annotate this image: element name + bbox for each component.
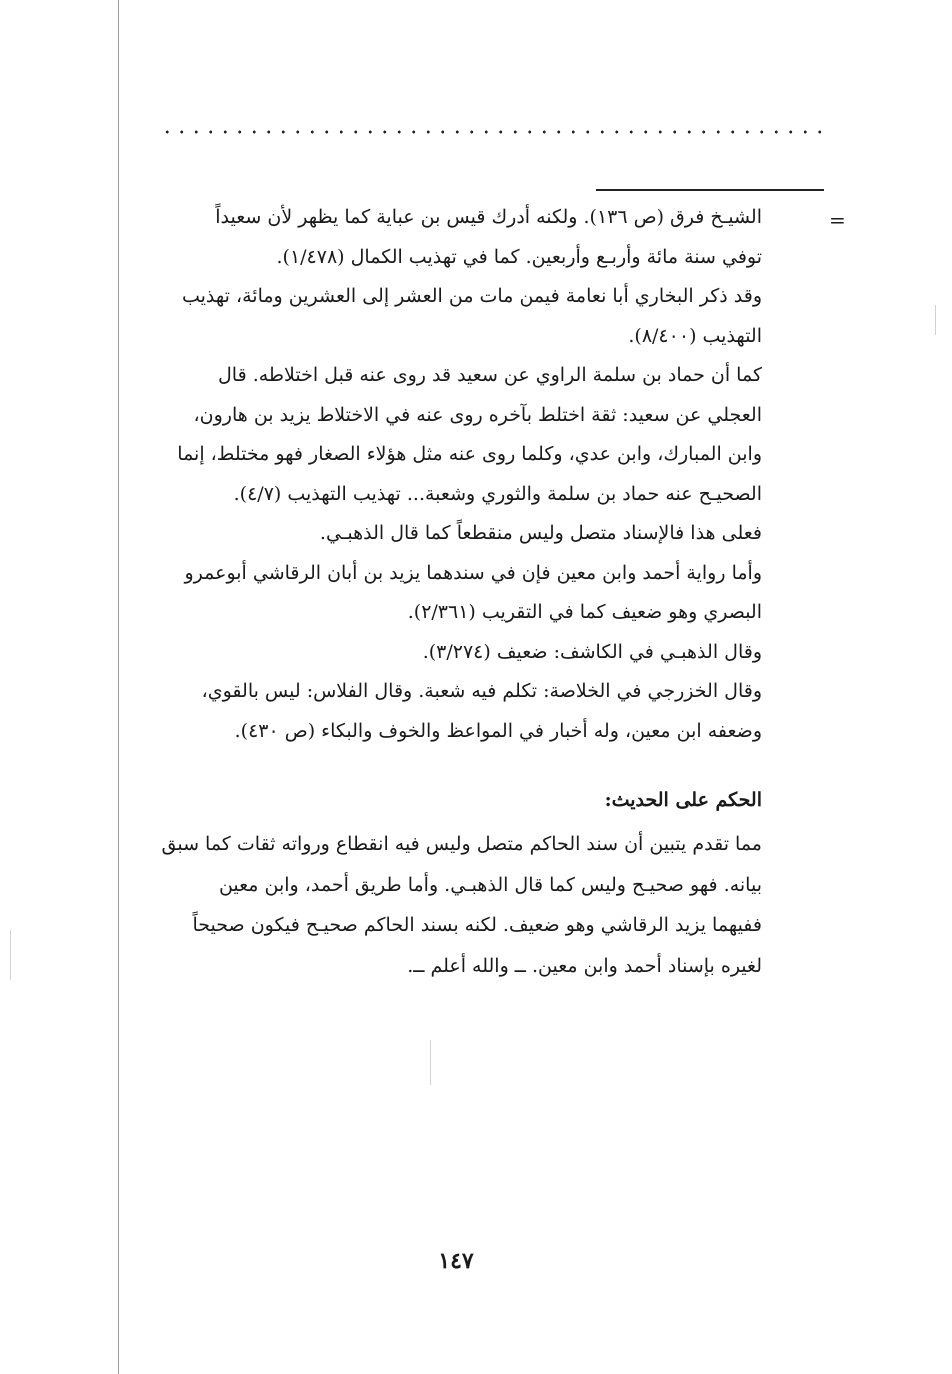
scan-mark-center-low xyxy=(430,1040,431,1085)
footnote-text xyxy=(132,198,762,751)
binding-margin-line xyxy=(118,0,119,1374)
footnote-line: وقال الذهبـي في الكاشف: ضعيف (٣/٢٧٤). xyxy=(422,640,762,663)
footnote-line: توفي سنة مائة وأربـع وأربعين. كما في تهذيب الكمال (١/٤٧٨). xyxy=(276,245,762,268)
ruling-line: مما تقدم يتبين أن سند الحاكم متصل وليس فيه انقطاع ورواته ثقات كما سبق xyxy=(161,833,762,855)
footnote-line: وضعفه ابن معين، وله أخبار في المواعظ والخوف والبكاء (ص ٤٣٠). xyxy=(234,719,762,742)
footnote-continuation-mark: = xyxy=(829,208,846,232)
ruling-heading: الحكم على الحديث: xyxy=(604,789,762,811)
footnote-separator-line xyxy=(596,189,824,191)
ruling-line: ففيهما يزيد الرقاشي وهو ضعيف. لكنه بسند الحاكم صحيـح فيكون صحيحاً xyxy=(192,914,762,936)
footnote-line: وأما رواية أحمد وابن معين فإن في سندهما يزيد بن أبان الرقاشي أبوعمرو xyxy=(184,561,762,584)
page-number: ١٤٧ xyxy=(438,1248,474,1274)
footnote-line: وقد ذكر البخاري أبا نعامة فيمن مات من العشر إلى العشرين ومائة، تهذيب xyxy=(181,285,762,307)
scan-mark-right-upper xyxy=(935,305,936,335)
footnote-line: البصري وهو ضعيف كما في التقريب (٢/٣٦١). xyxy=(407,601,762,623)
ruling-line: لغيره بإسناد أحمد وابن معين. ــ والله أعلم ــ. xyxy=(407,954,762,977)
footnote-line: الصحيـح عنه حماد بن سلمة والثوري وشعبة... تهذيب التهذيب (٤/٧). xyxy=(233,482,762,505)
footnote-line: وقال الخزرجي في الخلاصة: تكلم فيه شعبة. وقال الفلاس: ليس بالقوي، xyxy=(201,680,762,702)
footnote-line: الشيـخ فرق (ص ١٣٦). ولكنه أدرك قيس بن عباية كما يظهر لأن سعيداً xyxy=(215,206,762,228)
footnote-line: العجلي عن سعيد: ثقة اختلط بآخره روى عنه في الاختلاط يزيد بن هارون، xyxy=(193,403,762,426)
footnote-line: التهذيب (٨/٤٠٠). xyxy=(628,324,762,347)
ruling-text xyxy=(132,824,762,986)
ruling-line: بيانه. فهو صحيـح وليس كما قال الذهبـي. وأما طريق أحمد، وابن معين xyxy=(218,873,762,896)
footnote-line: كما أن حماد بن سلمة الراوي عن سعيد قد روى عنه قبل اختلاطه. قال xyxy=(217,364,762,386)
footnote-line: وابن المبارك، وابن عدي، وكلما روى عنه مثل هؤلاء الصغار فهو مختلط، إنما xyxy=(177,443,762,465)
dotted-separator xyxy=(160,128,826,136)
footnote-line: فعلى هذا فالإسناد متصل وليس منقطعاً كما قال الذهبـي. xyxy=(319,522,762,544)
scan-mark-left-mid xyxy=(10,930,11,980)
